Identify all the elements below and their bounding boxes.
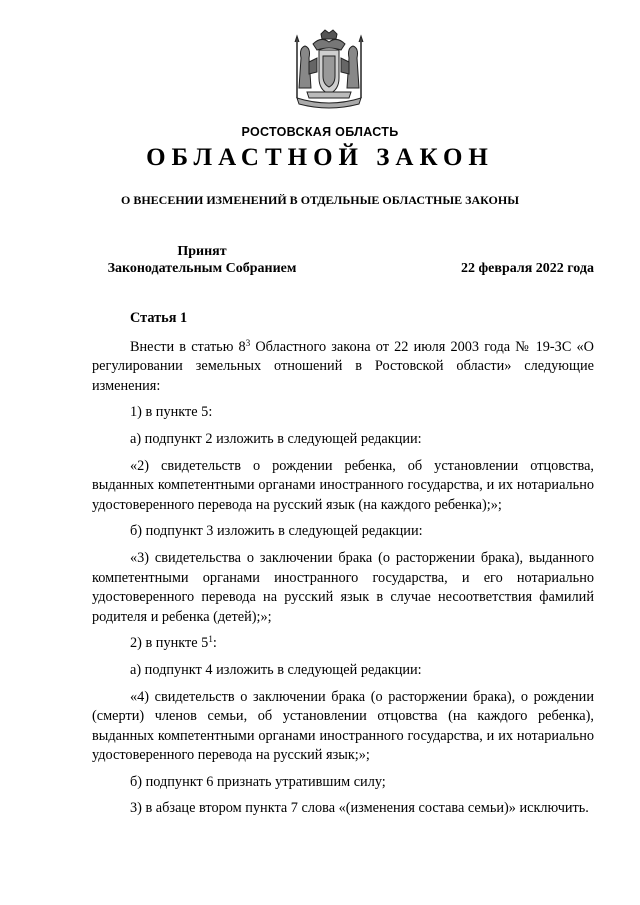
document-subtitle: О ВНЕСЕНИИ ИЗМЕНЕНИЙ В ОТДЕЛЬНЫЕ ОБЛАСТНЫЕ ЗАКОНЫ [121, 193, 519, 207]
paragraph-2: а) подпункт 2 изложить в следующей редакции: [130, 430, 422, 447]
paragraph-6 [92, 634, 594, 654]
document-body [92, 309, 594, 826]
intro-text-b: Областного закона от 22 июля 2003 года № 19-ЗС «О регулировании земельных отношений в Ростовской области» следующие изменения: [92, 338, 594, 394]
adoption-line-2: Законодательным Собранием [107, 261, 297, 276]
p6-text-a: 2) в пункте 5 [130, 635, 209, 652]
paragraph-1: 1) в пункте 5: [130, 404, 213, 421]
paragraph-5: «3) свидетельства о заключении брака (о расторжении брака), выданного компетентными органами иностранного государства, и его нотариально удостоверенного перевода на русский язык в случае несоответствия фамилий родителя и ребенка (детей);»; [92, 549, 594, 625]
paragraph-9: б) подпункт 6 признать утратившим силу; [130, 773, 386, 790]
paragraph-10: 3) в абзаце втором пункта 7 слова «(изменения состава семьи)» исключить. [130, 800, 589, 817]
coat-of-arms-icon [291, 28, 367, 114]
adoption-line-1: Принят [177, 244, 227, 259]
p6-text-b: : [212, 635, 217, 652]
intro-text-a: Внести в статью 8 [130, 338, 246, 355]
adoption-block [92, 243, 312, 277]
article-heading: Статья 1 [130, 310, 188, 326]
paragraph-7: а) подпункт 4 изложить в следующей редакции: [130, 661, 422, 678]
paragraph-8: «4) свидетельств о заключении брака (о расторжении брака), о рождении (смерти) членов семьи, об установлении отцовства (на каждого ребенка), выданных компетентными органами иностранного государства, и их нотариально удостоверенного перевода на русский язык;»; [92, 688, 594, 764]
intro-superscript: 3 [245, 337, 251, 348]
paragraph-3: «2) свидетельств о рождении ребенка, об установлении отцовства, выданных компетентными органами иностранного государства, и их нотариально удостоверенного перевода на русский язык (на каждого ребенка);»; [92, 457, 594, 513]
document-title: ОБЛАСТНОЙ ЗАКОН [146, 144, 494, 171]
paragraph-4: б) подпункт 3 изложить в следующей редакции: [130, 523, 423, 540]
region-name: РОСТОВСКАЯ ОБЛАСТЬ [241, 125, 399, 139]
adoption-date: 22 февраля 2022 года [461, 261, 594, 276]
p6-superscript: 1 [208, 634, 213, 645]
article-intro [92, 338, 594, 397]
